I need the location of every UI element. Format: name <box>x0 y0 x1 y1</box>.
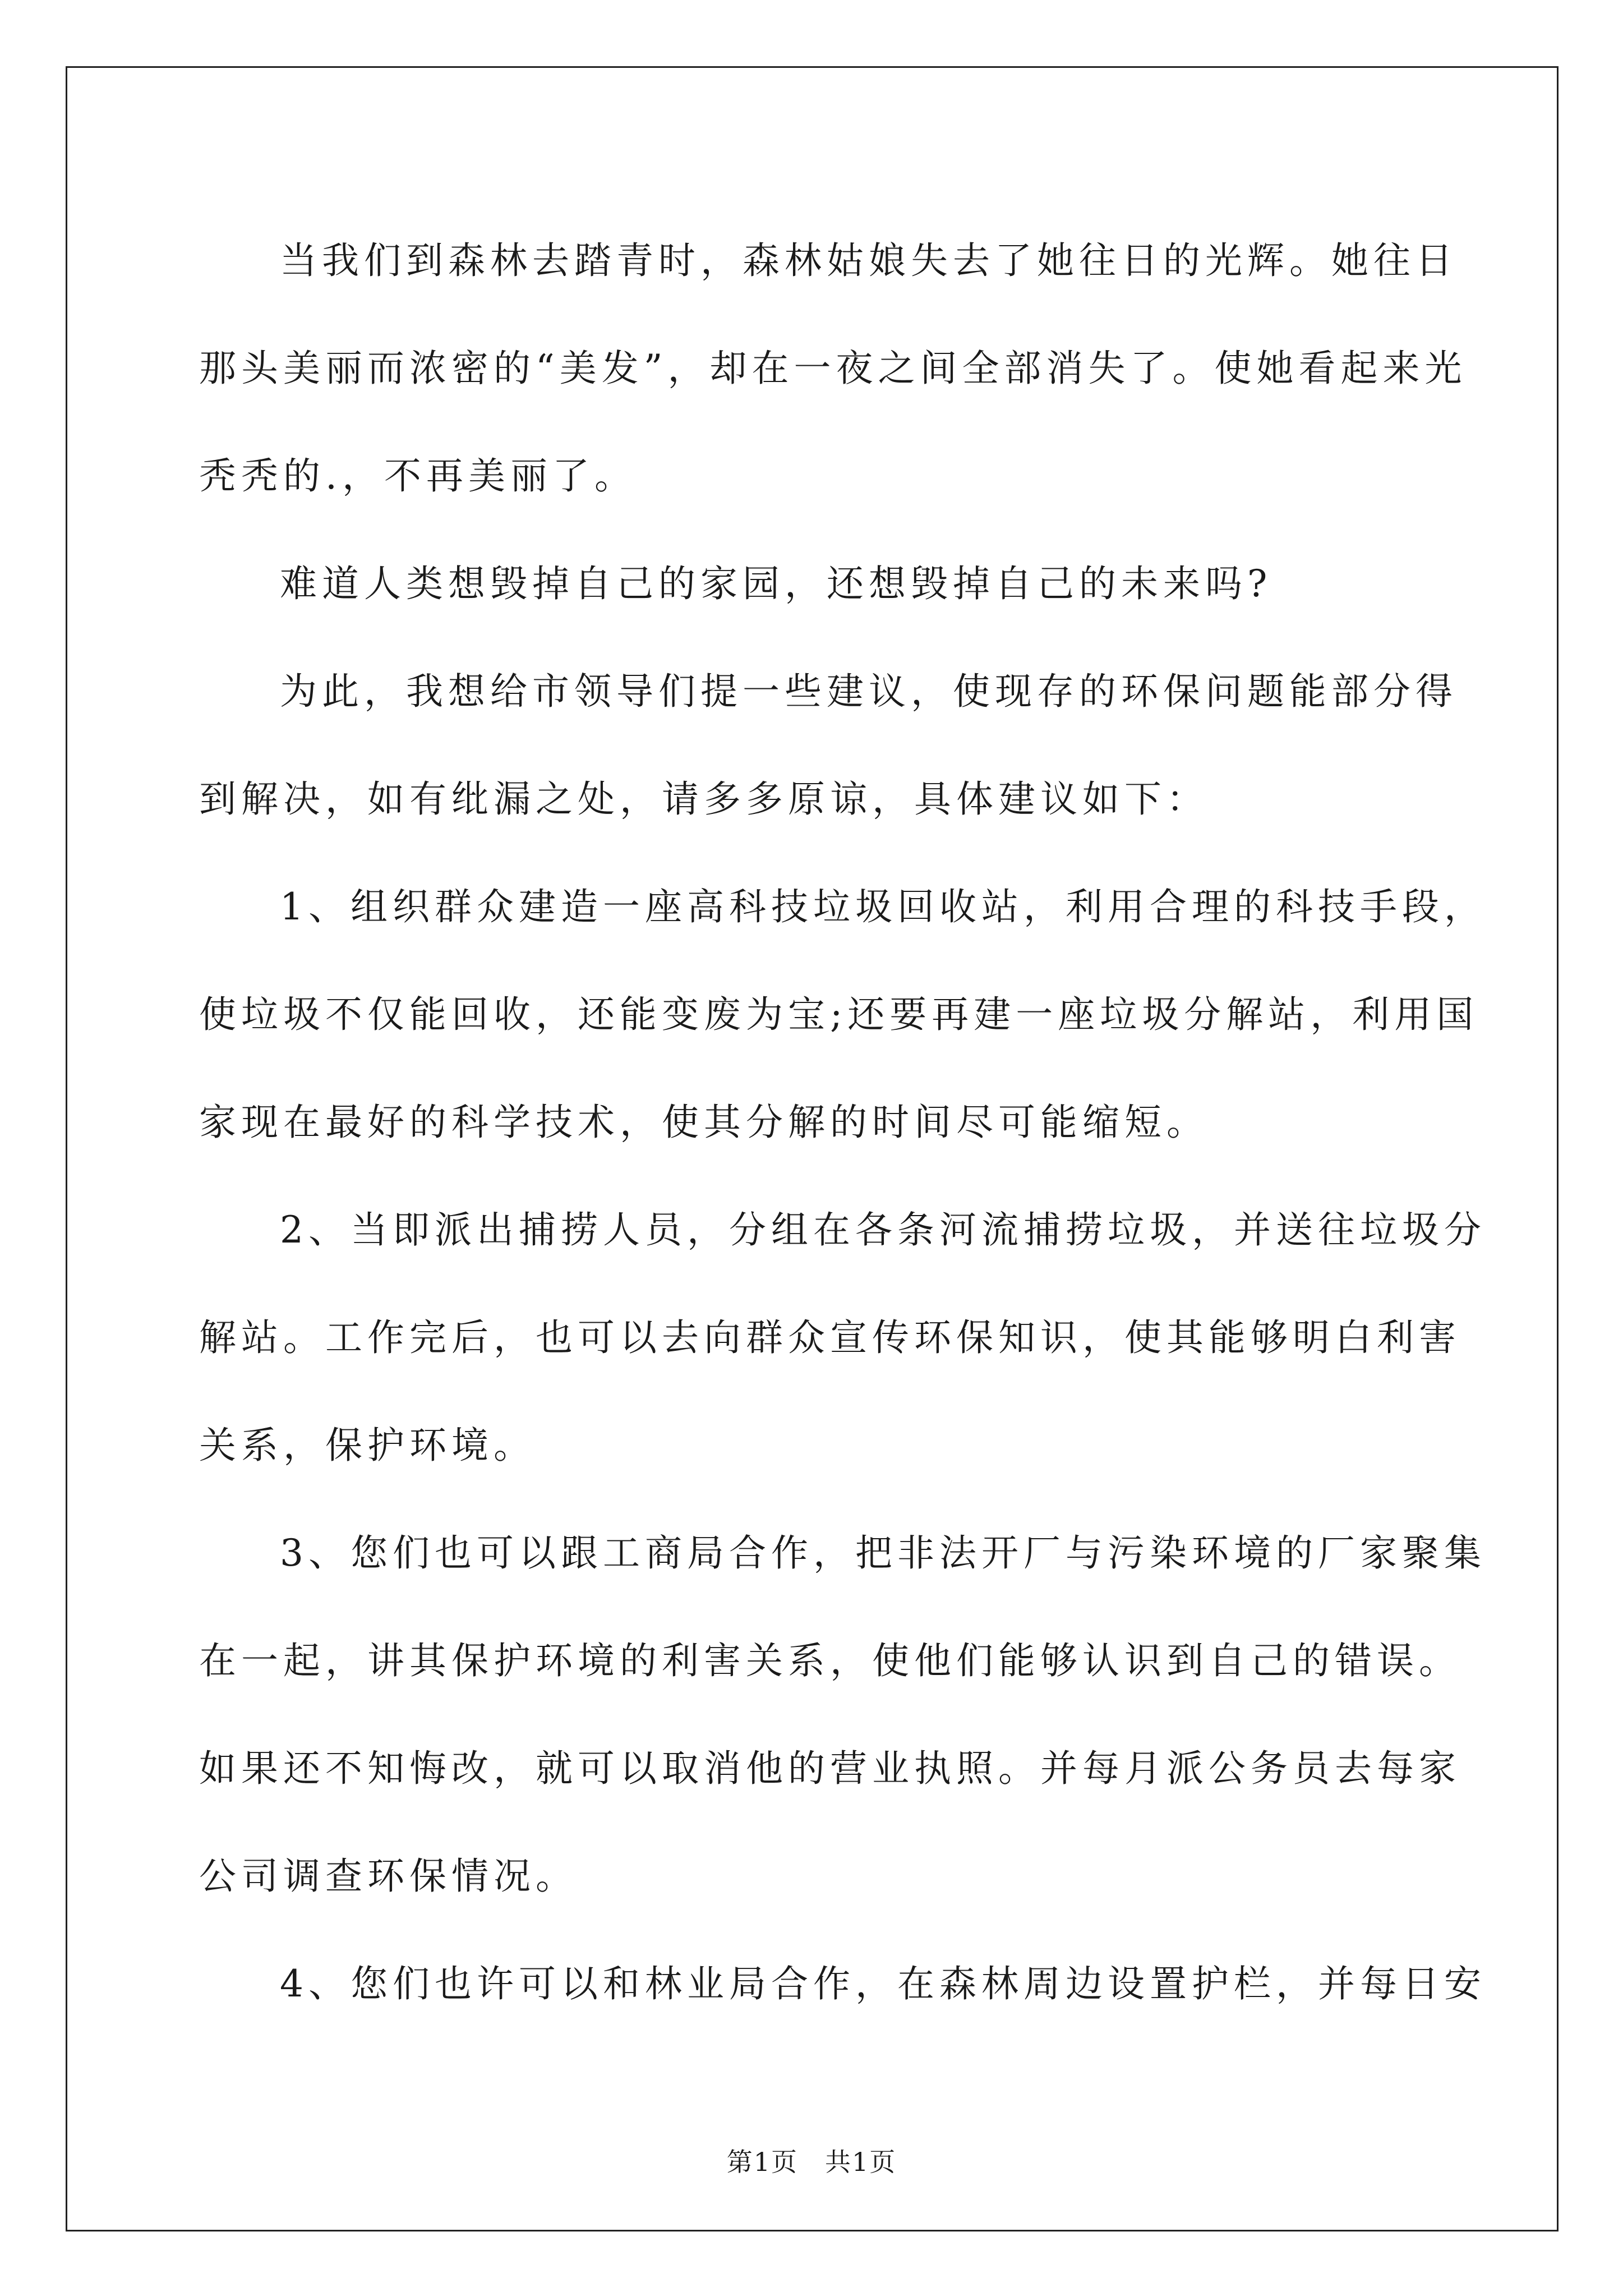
paragraph-line: 难道人类想毁掉自己的家园，还想毁掉自己的未来吗? <box>280 562 1272 605</box>
paragraph-line: 1、组织群众建造一座高科技垃圾回收站，利用合理的科技手段， <box>280 885 1486 928</box>
paragraph-line: 4、您们也许可以和林业局合作，在森林周边设置护栏，并每日安 <box>280 1962 1486 2005</box>
paragraph-line: 3、您们也可以跟工商局合作，把非法开厂与污染环境的厂家聚集 <box>280 1531 1486 1575</box>
paragraph-1 <box>199 207 1467 530</box>
paragraph-line: 使垃圾不仅能回收，还能变废为宝;还要再建一座垃圾分解站，利用国 <box>199 993 1479 1036</box>
paragraph-7 <box>199 1930 1486 2038</box>
paragraph-line: 家现在最好的科学技术，使其分解的时间尽可能缩短。 <box>199 1101 1209 1144</box>
paragraph-line: 关系，保护环境。 <box>199 1424 536 1467</box>
paragraph-line: 当我们到森林去踏青时，森林姑娘失去了她往日的光辉。她往日 <box>280 239 1458 282</box>
paragraph-line: 公司调查环保情况。 <box>199 1855 578 1898</box>
paragraph-2 <box>199 530 1427 638</box>
paragraph-line: 如果还不知悔改，就可以取消他的营业执照。并每月派公务员去每家 <box>199 1747 1461 1790</box>
paragraph-line: 为此，我想给市领导们提一些建议，使现存的环保问题能部分得 <box>280 670 1458 713</box>
page-number-label: 第1页 <box>726 2147 798 2177</box>
paragraph-3 <box>199 638 1458 853</box>
paragraph-line: 到解决，如有纰漏之处，请多多原谅，具体建议如下： <box>199 777 1209 821</box>
paragraph-4 <box>199 853 1486 1176</box>
paragraph-line: 那头美丽而浓密的“美发”，却在一夜之间全部消失了。使她看起来光 <box>199 347 1467 390</box>
paragraph-line: 2、当即派出捕捞人员，分组在各条河流捕捞垃圾，并送往垃圾分 <box>280 1208 1486 1251</box>
paragraph-line: 秃秃的.，不再美丽了。 <box>199 454 637 498</box>
paragraph-line: 在一起，讲其保护环境的利害关系，使他们能够认识到自己的错误。 <box>199 1639 1461 1682</box>
page-total-label: 共1页 <box>825 2147 897 2177</box>
paragraph-line: 解站。工作完后，也可以去向群众宣传环保知识，使其能够明白利害 <box>199 1316 1461 1359</box>
paragraph-6 <box>199 1499 1486 1930</box>
document-body <box>199 207 1486 2038</box>
paragraph-5 <box>199 1176 1486 1499</box>
page-footer <box>0 2145 1623 2179</box>
